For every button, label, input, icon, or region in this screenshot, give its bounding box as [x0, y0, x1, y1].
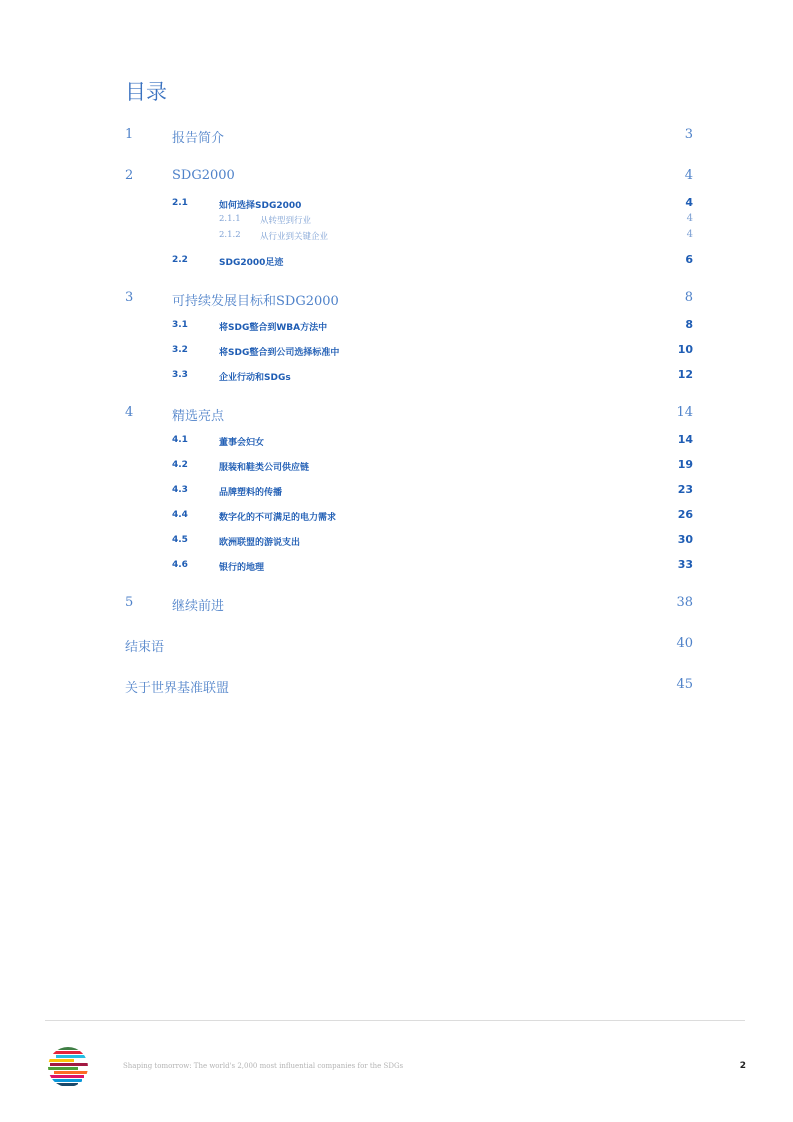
- toc-entry-page: 8: [684, 290, 693, 305]
- toc-subentry-label: 品牌塑料的传播: [219, 488, 283, 498]
- toc-subentry-label: 将SDG整合到公司选择标准中: [219, 348, 340, 358]
- toc-entry-label: 报告简介: [172, 131, 225, 146]
- page-title: 目录: [125, 80, 167, 104]
- toc-subsubentry-label: 从行业到关键企业: [260, 232, 329, 242]
- toc-entry-number: 2: [125, 168, 134, 183]
- toc-subentry-label: SDG2000足迹: [219, 258, 284, 268]
- toc-entry-page: 4: [684, 168, 693, 183]
- toc-subentry[interactable]: [0, 558, 793, 578]
- toc-entry[interactable]: [0, 405, 793, 425]
- toc-subentry-number: 2.2: [172, 255, 188, 265]
- toc-subentry-page: 10: [677, 343, 693, 356]
- toc-entry-page: 38: [676, 595, 693, 610]
- toc-subentry-number: 3.2: [172, 345, 188, 355]
- toc-subsubentry-label: 从转型到行业: [260, 216, 312, 226]
- toc-subentry-page: 12: [677, 368, 693, 381]
- toc-entry-label: 结束语: [125, 640, 165, 655]
- toc-subentry[interactable]: [0, 533, 793, 553]
- toc-entry-number: 5: [125, 595, 134, 610]
- footer-divider: [45, 1020, 745, 1021]
- toc-entry[interactable]: [0, 636, 793, 656]
- toc-entry[interactable]: [0, 677, 793, 697]
- toc-subentry-label: 银行的地理: [219, 563, 265, 573]
- page-number: 2: [739, 1061, 746, 1071]
- toc-subentry-label: 如何选择SDG2000: [219, 201, 302, 211]
- toc-entry-number: 3: [125, 290, 134, 305]
- toc-entry[interactable]: [0, 168, 793, 188]
- toc-subentry-number: 4.4: [172, 510, 188, 520]
- toc-subentry[interactable]: [0, 508, 793, 528]
- toc-subentry-page: 6: [685, 253, 693, 266]
- toc-subentry-page: 14: [677, 433, 693, 446]
- toc-subentry[interactable]: [0, 253, 793, 273]
- toc-subentry-label: 数字化的不可满足的电力需求: [219, 513, 337, 523]
- toc-subsubentry[interactable]: [0, 228, 793, 248]
- toc-entry-label: 精选亮点: [172, 409, 225, 424]
- toc-subsubentry-number: 2.1.1: [219, 214, 241, 224]
- toc-entry-label: 继续前进: [172, 599, 225, 614]
- toc-entry-label: 关于世界基准联盟: [125, 681, 230, 696]
- toc-subentry-number: 4.6: [172, 560, 188, 570]
- toc-entry[interactable]: [0, 127, 793, 147]
- toc-subentry[interactable]: [0, 343, 793, 363]
- toc-subentry-page: 33: [677, 558, 693, 571]
- toc-entry-page: 45: [676, 677, 693, 692]
- toc-subsubentry-page: 4: [686, 213, 693, 224]
- toc-subentry-page: 19: [677, 458, 693, 471]
- sdg-logo-icon: [46, 1045, 90, 1089]
- toc-subentry-label: 企业行动和SDGs: [219, 373, 291, 383]
- toc-subsubentry-number: 2.1.2: [219, 230, 241, 240]
- toc-entry-page: 3: [684, 127, 693, 142]
- toc-entry-page: 14: [676, 405, 693, 420]
- toc-subentry-page: 8: [685, 318, 693, 331]
- toc-subentry[interactable]: [0, 433, 793, 453]
- toc-subentry-number: 4.3: [172, 485, 188, 495]
- toc-subentry-page: 4: [685, 196, 693, 209]
- toc-subentry-page: 30: [677, 533, 693, 546]
- toc-entry-page: 40: [676, 636, 693, 651]
- toc-entry[interactable]: [0, 290, 793, 310]
- toc-subentry-page: 26: [677, 508, 693, 521]
- footer-text: Shaping tomorrow: The world's 2,000 most influential companies for the SDGs: [123, 1062, 404, 1070]
- toc-subentry-number: 2.1: [172, 198, 188, 208]
- toc-subentry[interactable]: [0, 318, 793, 338]
- toc-subentry-number: 3.3: [172, 370, 188, 380]
- toc-subentry-number: 3.1: [172, 320, 188, 330]
- toc-subentry-label: 将SDG整合到WBA方法中: [219, 323, 328, 333]
- toc-subentry[interactable]: [0, 458, 793, 478]
- toc-subentry[interactable]: [0, 368, 793, 388]
- toc-subentry-label: 欧洲联盟的游说支出: [219, 538, 301, 548]
- toc-subentry-number: 4.5: [172, 535, 188, 545]
- toc-entry[interactable]: [0, 595, 793, 615]
- toc-subentry-label: 董事会妇女: [219, 438, 265, 448]
- toc-subsubentry-page: 4: [686, 229, 693, 240]
- toc-subentry-label: 服装和鞋类公司供应链: [219, 463, 310, 473]
- toc-subentry-page: 23: [677, 483, 693, 496]
- toc-subentry-number: 4.2: [172, 460, 188, 470]
- toc-subentry[interactable]: [0, 483, 793, 503]
- toc-entry-label: SDG2000: [172, 168, 235, 183]
- toc-entry-label: 可持续发展目标和SDG2000: [172, 294, 339, 309]
- toc-entry-number: 1: [125, 127, 134, 142]
- toc-entry-number: 4: [125, 405, 134, 420]
- toc-subentry-number: 4.1: [172, 435, 188, 445]
